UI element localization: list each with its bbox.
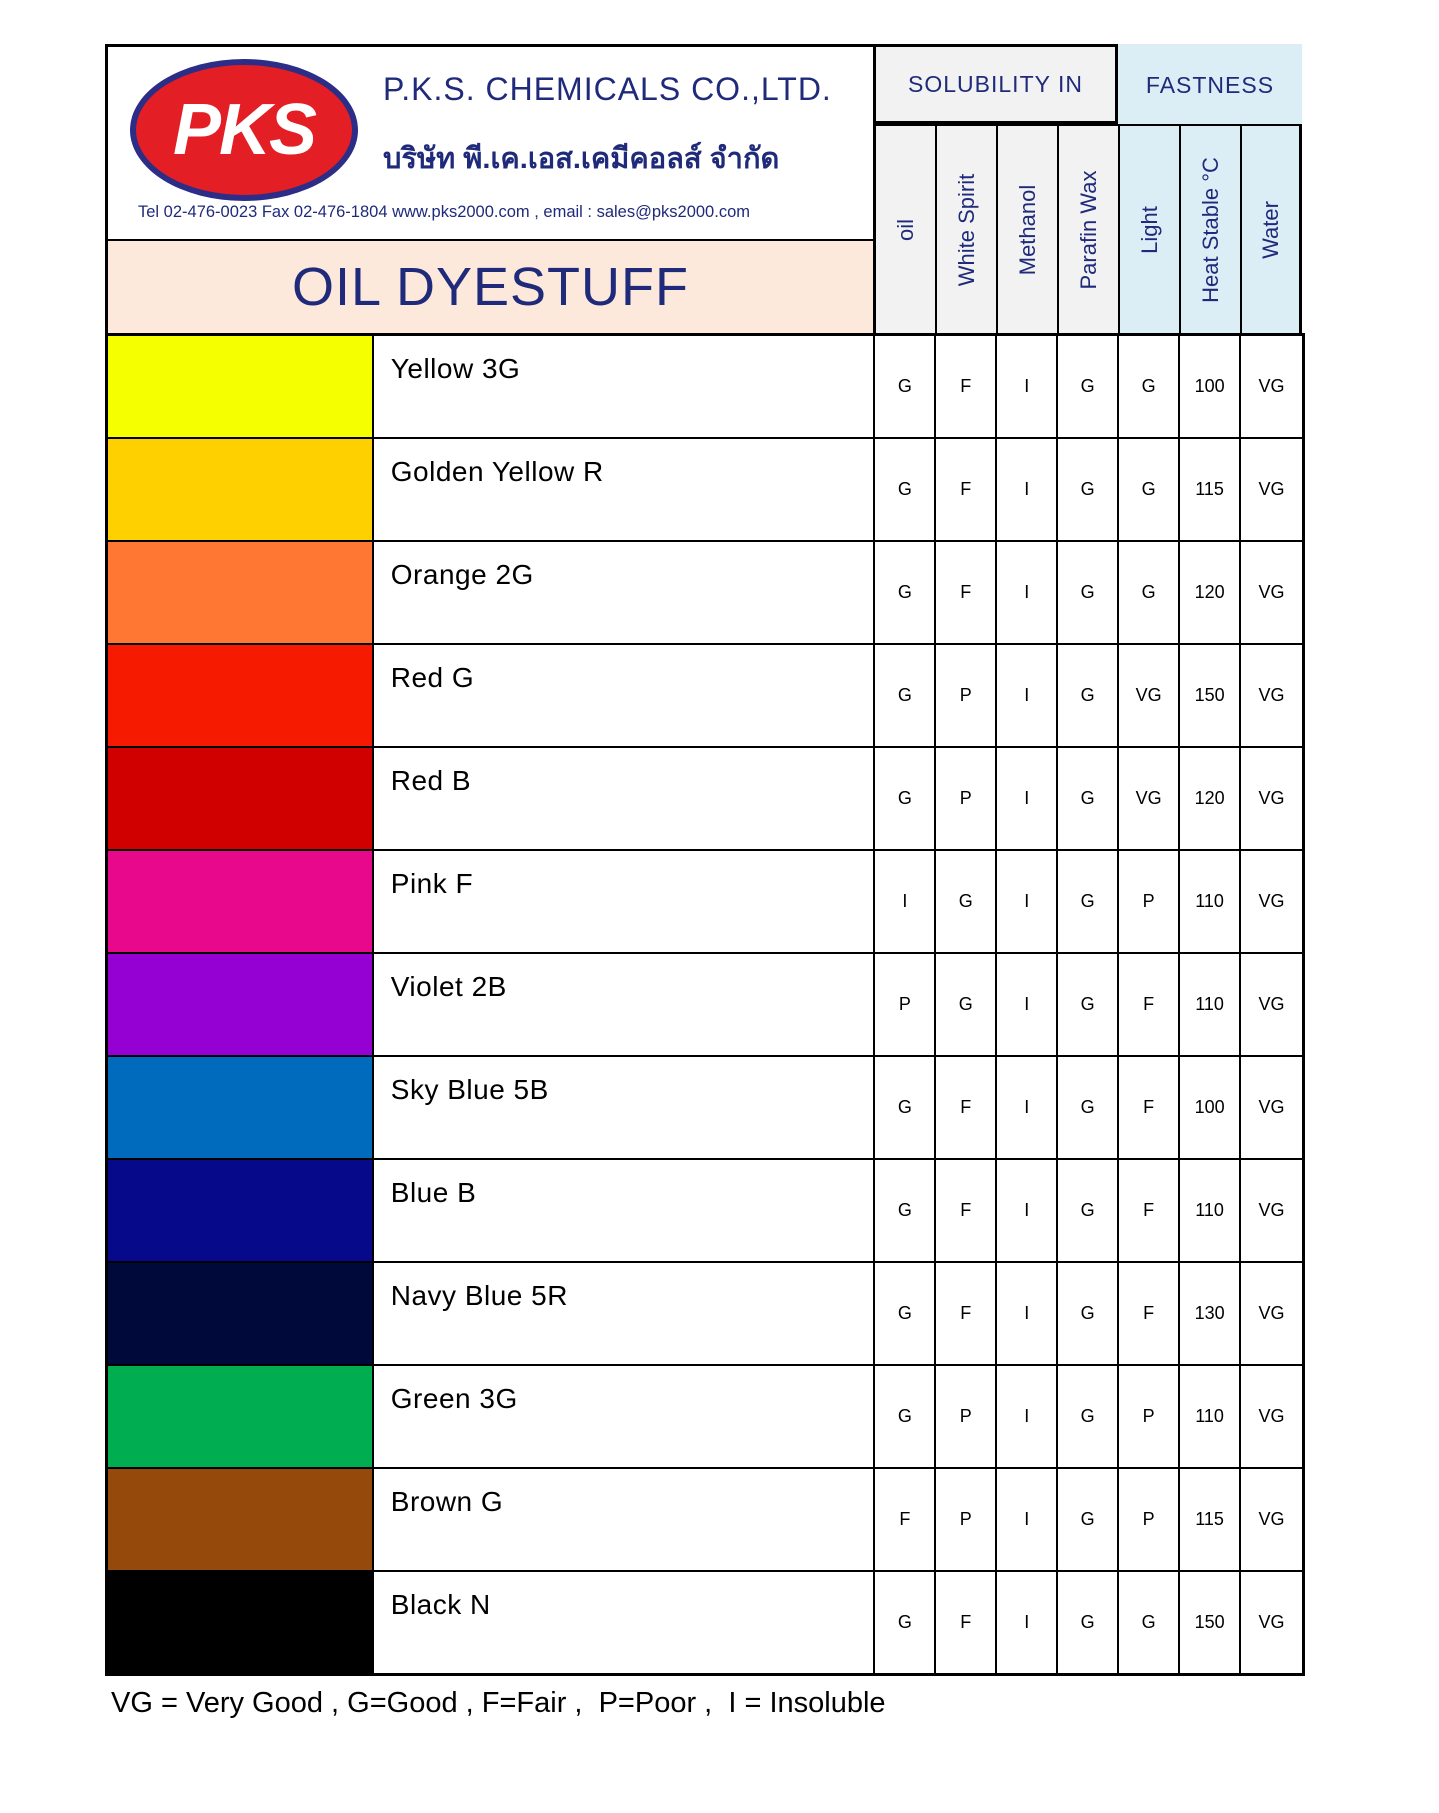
column-header-oil [876,124,937,333]
rating-cell-oil: G [875,542,936,643]
dye-name: Pink F [374,851,876,952]
rating-cell-heat-stable: 130 [1180,1263,1241,1364]
page-title: OIL DYESTUFF [291,257,690,317]
rating-cell-light: P [1119,1469,1180,1570]
table-row [108,1366,1302,1469]
rating-cell-parafin-wax: G [1058,748,1119,849]
column-header-label: Heat Stable °C [1197,156,1223,303]
dye-name: Sky Blue 5B [374,1057,876,1158]
solubility-group-header: SOLUBILITY IN [876,44,1118,124]
table-row [108,1263,1302,1366]
color-swatch [108,1366,374,1467]
column-header-label: Light [1136,205,1162,254]
column-header-label: Methanol [1014,184,1040,275]
dye-name: Blue B [374,1160,876,1261]
company-header [105,44,876,241]
rating-cell-parafin-wax: G [1058,1160,1119,1261]
rating-cell-light: VG [1119,748,1180,849]
dye-name: Yellow 3G [374,336,876,437]
column-header-methanol [998,124,1059,333]
rating-cell-white-spirit: P [936,645,997,746]
title-banner [105,241,876,333]
rating-cell-water: VG [1258,994,1285,1014]
rating-cell-oil: G [875,336,936,437]
rating-cell-water: VG [1258,788,1285,808]
rating-cell-white-spirit: P [936,1366,997,1467]
column-header-heat-stable [1181,124,1242,333]
company-contact: Tel 02-476-0023 Fax 02-476-1804 www.pks2000.com , email : sales@pks2000.com [138,203,750,221]
rating-cell-parafin-wax: G [1058,439,1119,540]
rating-cell-water: VG [1258,1200,1285,1220]
rating-cell-parafin-wax: G [1058,851,1119,952]
column-header-water [1242,124,1302,333]
rating-cell-water: VG [1258,1406,1285,1426]
dye-name: Golden Yellow R [374,439,876,540]
rating-cell-white-spirit: F [936,1160,997,1261]
rating-cell-parafin-wax: G [1058,954,1119,1055]
rating-cell-methanol: I [997,645,1058,746]
color-swatch [108,1572,374,1673]
rating-cell-heat-stable: 110 [1180,1160,1241,1261]
rating-cell-oil: G [875,1572,936,1673]
rating-cell-water: VG [1258,582,1285,602]
rating-cell-water: VG [1258,1097,1285,1117]
dyestuff-table [105,333,1305,1676]
rating-cell-heat-stable: 110 [1180,1366,1241,1467]
color-swatch [108,851,374,952]
rating-cell-oil: G [875,1057,936,1158]
dye-name: Green 3G [374,1366,876,1467]
rating-cell-parafin-wax: G [1058,1469,1119,1570]
rating-cell-light: P [1119,851,1180,952]
rating-cell-oil: G [875,748,936,849]
table-row [108,1160,1302,1263]
color-swatch [108,954,374,1055]
rating-cell-heat-stable: 110 [1180,954,1241,1055]
rating-cell-methanol: I [997,1572,1058,1673]
rating-cell-parafin-wax: G [1058,542,1119,643]
rating-cell-water: VG [1258,479,1285,499]
rating-cell-heat-stable: 150 [1180,1572,1241,1673]
column-header-label: Parafin Wax [1075,169,1101,290]
rating-cell-light: F [1119,1263,1180,1364]
rating-cell-water: VG [1258,1303,1285,1323]
rating-cell-light: G [1119,439,1180,540]
company-name-en: P.K.S. CHEMICALS CO.,LTD. [383,71,832,107]
rating-cell-white-spirit: G [936,954,997,1055]
rating-cell-oil: G [875,439,936,540]
rating-cell-heat-stable: 110 [1180,851,1241,952]
rating-cell-white-spirit: P [936,748,997,849]
rating-cell-methanol: I [997,1263,1058,1364]
rating-cell-white-spirit: G [936,851,997,952]
rating-cell-methanol: I [997,1160,1058,1261]
rating-cell-oil: G [875,1263,936,1364]
legend: VG = Very Good , G=Good , F=Fair , P=Poor , I = Insoluble [111,1687,886,1719]
table-row [108,336,1302,439]
dye-name: Orange 2G [374,542,876,643]
rating-cell-parafin-wax: G [1058,1263,1119,1364]
column-header-parafin-wax [1059,124,1120,333]
rating-cell-water: VG [1258,1509,1285,1529]
rating-cell-heat-stable: 115 [1180,1469,1241,1570]
dye-name: Violet 2B [374,954,876,1055]
rating-cell-oil: I [875,851,936,952]
rating-cell-methanol: I [997,439,1058,540]
dye-name: Navy Blue 5R [374,1263,876,1364]
dye-name: Red G [374,645,876,746]
rating-cell-heat-stable: 120 [1180,542,1241,643]
rating-cell-methanol: I [997,1057,1058,1158]
rating-cell-oil: G [875,645,936,746]
rating-cell-oil: P [875,954,936,1055]
rating-cell-white-spirit: F [936,1057,997,1158]
rating-cell-light: G [1119,336,1180,437]
column-header-label: White Spirit [953,173,979,286]
rating-cell-methanol: I [997,954,1058,1055]
rating-cell-methanol: I [997,1469,1058,1570]
color-swatch [108,439,374,540]
rating-cell-oil: G [875,1366,936,1467]
table-row [108,439,1302,542]
rating-cell-heat-stable: 150 [1180,645,1241,746]
logo-text: PKS [172,90,316,170]
rating-cell-light: F [1119,1057,1180,1158]
table-row [108,748,1302,851]
color-swatch [108,1263,374,1364]
rating-cell-heat-stable: 120 [1180,748,1241,849]
rating-cell-white-spirit: F [936,1263,997,1364]
rating-cell-light: F [1119,954,1180,1055]
color-swatch [108,748,374,849]
rating-cell-white-spirit: P [936,1469,997,1570]
table-row [108,851,1302,954]
color-swatch [108,645,374,746]
column-header-label: oil [892,218,918,241]
table-row [108,1469,1302,1572]
rating-cell-oil: F [875,1469,936,1570]
rating-cell-methanol: I [997,851,1058,952]
rating-cell-heat-stable: 115 [1180,439,1241,540]
pks-logo [130,59,358,201]
rating-cell-methanol: I [997,542,1058,643]
rating-cell-white-spirit: F [936,439,997,540]
rating-cell-heat-stable: 100 [1180,1057,1241,1158]
rating-cell-light: G [1119,1572,1180,1673]
rating-cell-methanol: I [997,1366,1058,1467]
rating-cell-white-spirit: F [936,336,997,437]
color-swatch [108,1469,374,1570]
table-row [108,954,1302,1057]
rating-cell-parafin-wax: G [1058,336,1119,437]
table-row [108,1057,1302,1160]
rating-cell-water: VG [1258,1612,1285,1632]
rating-cell-water: VG [1258,891,1285,911]
rating-cell-water: VG [1258,685,1285,705]
rating-cell-white-spirit: F [936,1572,997,1673]
rating-cell-light: VG [1119,645,1180,746]
dye-name: Red B [374,748,876,849]
color-swatch [108,1057,374,1158]
company-name-th: บริษัท พี.เค.เอส.เคมีคอลส์ จำกัด [383,143,780,175]
datasheet [105,44,1308,1719]
rating-cell-heat-stable: 100 [1180,336,1241,437]
table-row [108,1572,1302,1673]
rating-cell-parafin-wax: G [1058,1572,1119,1673]
fastness-group-header: FASTNESS [1118,44,1302,124]
table-row [108,542,1302,645]
rating-cell-oil: G [875,1160,936,1261]
rating-cell-light: G [1119,542,1180,643]
dye-name: Brown G [374,1469,876,1570]
rating-cell-parafin-wax: G [1058,1366,1119,1467]
rating-cell-light: F [1119,1160,1180,1261]
rating-cell-parafin-wax: G [1058,645,1119,746]
dye-name: Black N [374,1572,876,1673]
rating-cell-water: VG [1258,376,1285,396]
rating-cell-light: P [1119,1366,1180,1467]
color-swatch [108,542,374,643]
rating-cell-white-spirit: F [936,542,997,643]
rating-cell-methanol: I [997,748,1058,849]
color-swatch [108,336,374,437]
column-header-white-spirit [937,124,998,333]
rating-cell-methanol: I [997,336,1058,437]
column-header-label: Water [1257,200,1283,259]
color-swatch [108,1160,374,1261]
column-header-light [1120,124,1181,333]
rating-cell-parafin-wax: G [1058,1057,1119,1158]
table-row [108,645,1302,748]
